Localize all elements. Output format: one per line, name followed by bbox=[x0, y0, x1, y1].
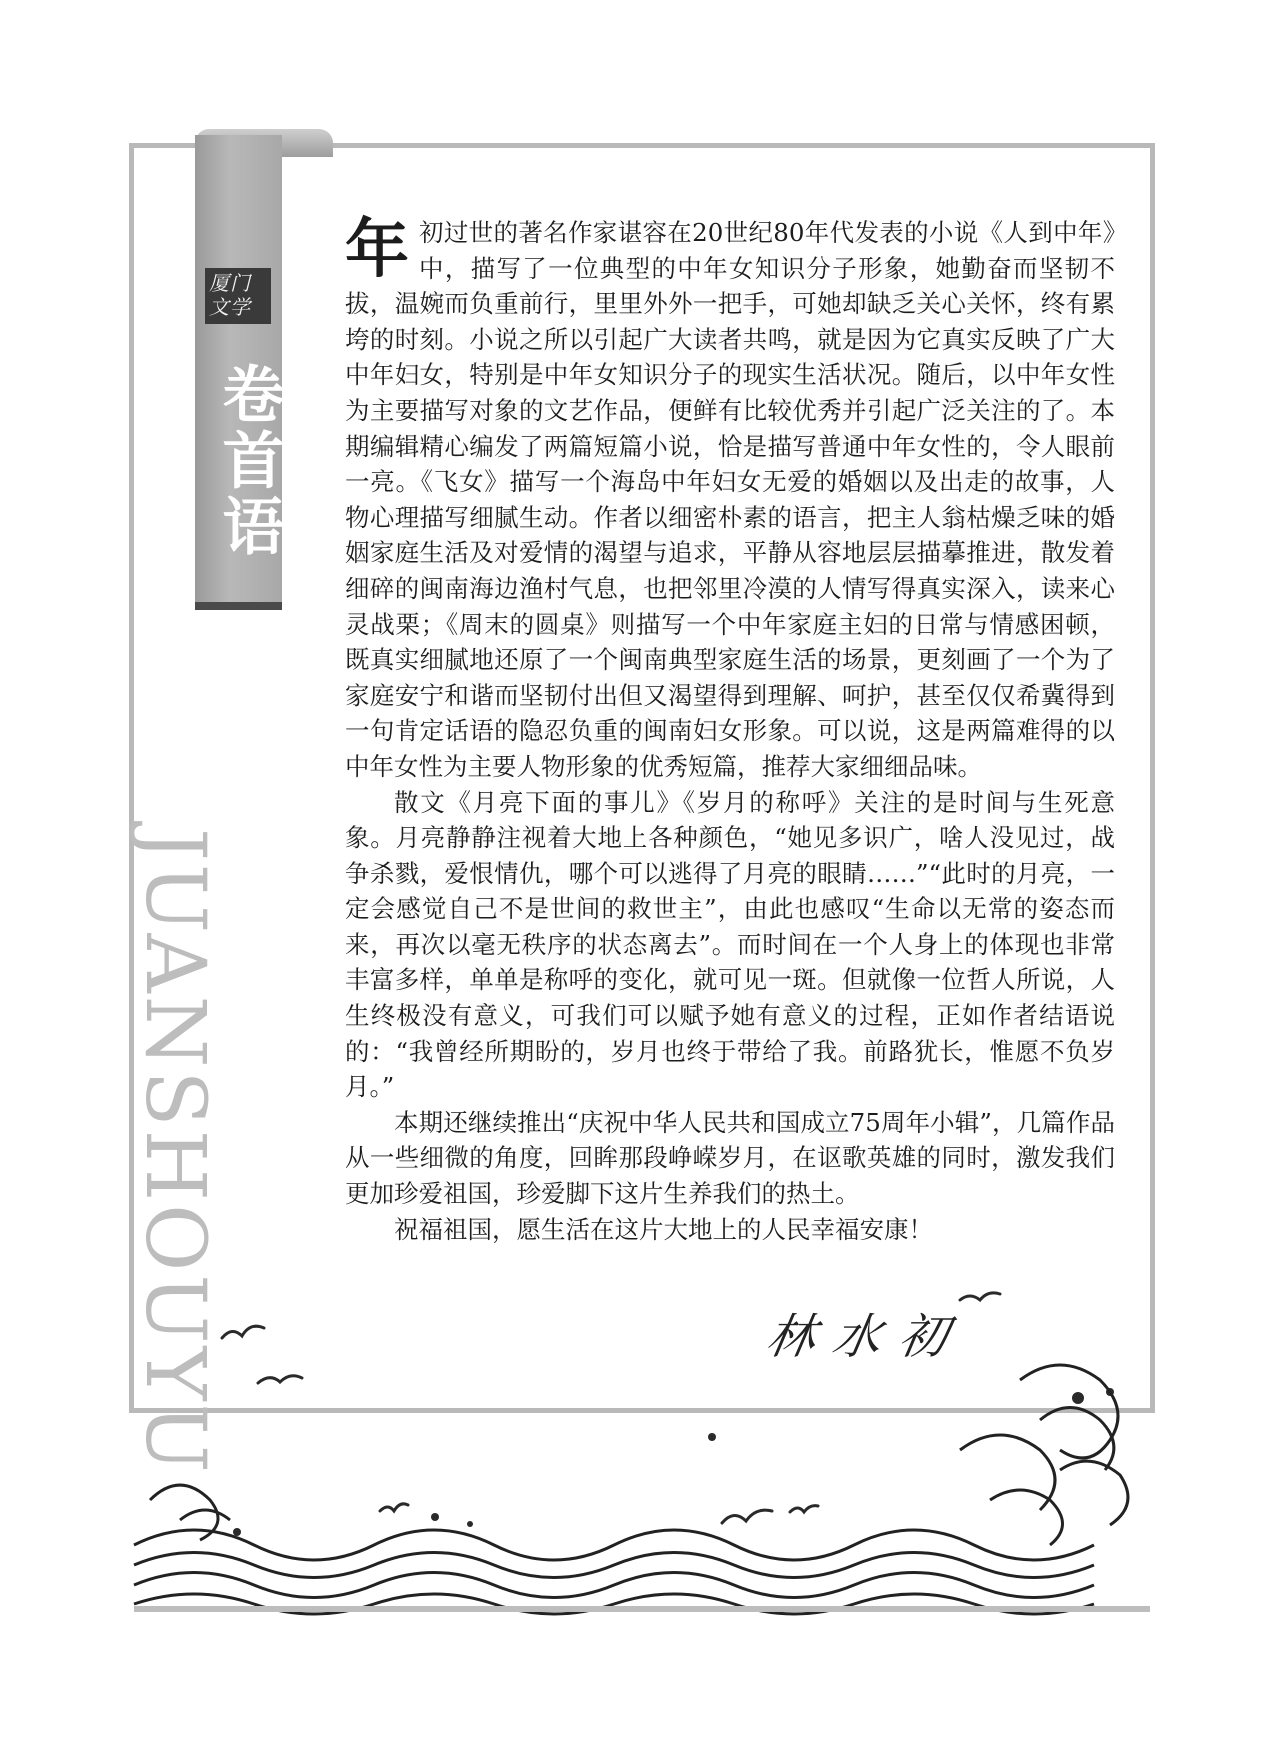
section-title: 卷首语 bbox=[212, 362, 285, 560]
paragraph-1-text: 初过世的著名作家谌容在20世纪80年代发表的小说《人到中年》中，描写了一位典型的中年女知识分子形象，她勤奋而坚韧不拔，温婉而负重前行，里里外外一把手，可她却缺乏关心关怀，终有累垮的时刻。小说之所以引起广大读者共鸣，就是因为它真实反映了广大中年妇女，特别是中年女知识分子的现实生活状况。随后，以中年女性为主要描写对象的文艺作品，便鲜有比较优秀并引起广泛关注的了。本期编辑精心编发了两篇短篇小说，恰是描写普通中年女性的，令人眼前一亮。《飞女》描写一个海岛中年妇女无爱的婚姻以及出走的故事，人物心理描写细腻生动。作者以细密朴素的语言，把主人翁枯燥乏味的婚姻家庭生活及对爱情的渴望与追求，平静从容地层层描摹推进，散发着细碎的闽南海边渔村气息，也把邻里冷漠的人情写得真实深入，读来心灵战栗；《周末的圆桌》则描写一个中年家庭主妇的日常与情感困顿，既真实细腻地还原了一个闽南典型家庭生活的场景，更刻画了一个为了家庭安宁和谐而坚韧付出但又渴望得到理解、呵护，甚至仅仅希冀得到一句肯定话语的隐忍负重的闽南妇女形象。可以说，这是两篇难得的以中年女性为主要人物形象的优秀短篇，推荐大家细细品味。 bbox=[345, 218, 1115, 781]
magazine-logo: 厦门文学 bbox=[205, 268, 271, 324]
paragraph-3: 本期还继续推出“庆祝中华人民共和国成立75周年小辑”，几篇作品从一些细微的角度，回眸那段峥嵘岁月，在讴歌英雄的同时，激发我们更加珍爱祖国，珍爱脚下这片生养我们的热土。 bbox=[345, 1107, 1115, 1209]
section-pinyin: JUANSHOUYU bbox=[127, 828, 222, 1476]
author-signature: 林水初 bbox=[762, 1309, 971, 1365]
paragraph-2: 散文《月亮下面的事儿》《岁月的称呼》关注的是时间与生死意象。月亮静静注视着大地上各种颜色，“她见多识广，啥人没见过，战争杀戮，爱恨情仇，哪个可以逃得了月亮的眼睛……”“此时的月亮，一定会感觉自己不是世间的救世主”，由此也感叹“生命以无常的姿态而来，再次以毫无秩序的状态离去”。而时间在一个人身上的体现也非常丰富多样，单单是称呼的变化，就可见一斑。但就像一位哲人所说，人生终极没有意义，可我们可以赋予她有意义的过程，正如作者结语说的：“我曾经所期盼的，岁月也终于带给了我。前路犹长，惟愿不负岁月。” bbox=[345, 787, 1115, 1102]
paragraph-4: 祝福祖国，愿生活在这片大地上的人民幸福安康！ bbox=[394, 1214, 933, 1244]
drop-cap: 年 bbox=[345, 212, 409, 287]
